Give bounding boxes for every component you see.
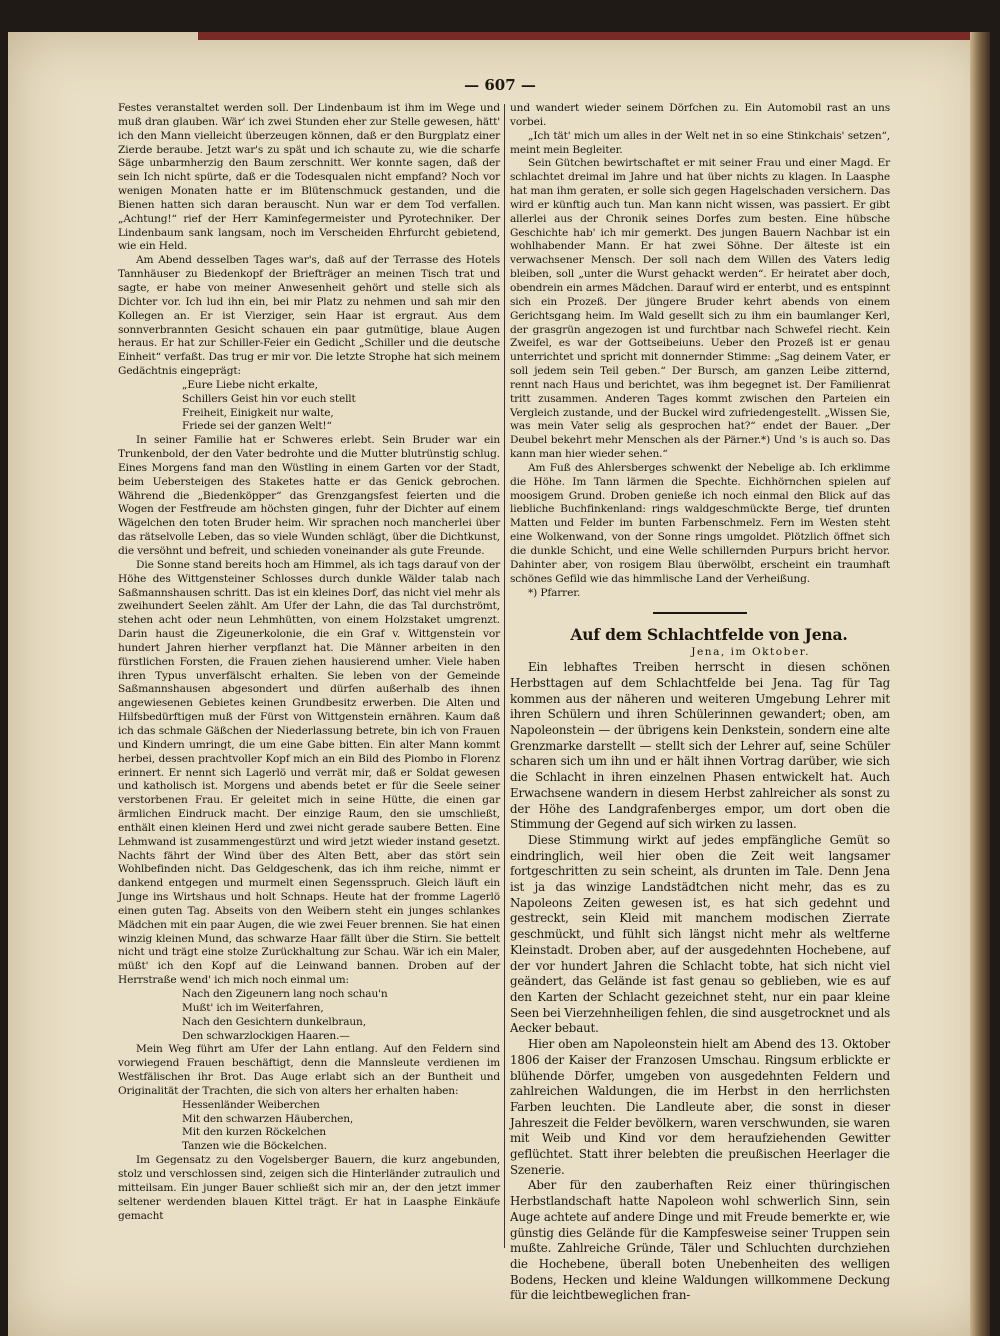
verse-line: Tanzen wie die Böckelchen. bbox=[182, 1140, 327, 1153]
page-top-strip bbox=[198, 32, 988, 40]
right-column bbox=[510, 102, 890, 1304]
newspaper-page bbox=[8, 32, 990, 1336]
paragraph: Mein Weg führt am Ufer der Lahn entlang. Auf den Feldern sind vorwiegend Frauen beschäftigt, denn die Mannsleute verdienen im Westfälischen ihr Brot. Das Auge erlabt sich an der Buntheit und Originalität der Trachten, die sich von alters her erhalten haben: bbox=[118, 1043, 500, 1097]
verse-zigeuner bbox=[182, 988, 500, 1043]
page-number: — 607 — bbox=[464, 76, 536, 94]
verse-line: Nach den Gesichtern dunkelbraun, bbox=[182, 1015, 366, 1028]
verse-schiller bbox=[182, 379, 500, 434]
verse-hessen bbox=[182, 1099, 500, 1154]
paragraph: Ein lebhaftes Treiben herrscht in diesen schönen Herbsttagen auf dem Schlachtfelde bei Jena. Tag für Tag kommen aus der näheren und weiteren Umgebung Lehrer mit ihren Schülern und ihren Schülerinnen gewandert; oben, am Napoleonstein — der übrigens kein Denkstein, sondern eine alte Grenzmarke darstellt — stellt sich der Lehrer auf, seine Schüler scharen sich um ihn und er hält ihnen Vortrag darüber, wie sich die Schlacht in ihren einzelnen Phasen entwickelt hat. Auch Erwachsene wandern in diesem Herbst zahlreicher als sonst zu der Höhe des Landgrafenberges empor, um dort oben die Stimmung der Gegend auf sich wirken zu lassen. bbox=[510, 660, 890, 832]
verse-line: Hessenländer Weiberchen bbox=[182, 1098, 320, 1111]
verse-line: Nach den Zigeunern lang noch schau'n bbox=[182, 988, 388, 1000]
paragraph: Die Sonne stand bereits hoch am Himmel, als ich tags darauf von der Höhe des Wittgensteiner Schlosses durch dunkle Wälder talab nach Saßmannshausen schritt. Das ist ein kleines Dorf, das nicht viel mehr als zweihundert Seelen zählt. Am Ufer der Lahn, die das Tal durchströmt, stehen acht oder neun Lehmhütten, von einem Holzstaket umgrenzt. Darin haust die Zigeunerkolonie, die ein Graf v. Wittgenstein vor hundert Jahren hierher verpflanzt hat. Die Männer arbeiten in den fürstlichen Forsten, die Frauen ziehen hausierend umher. Viele haben ihren Typus unverfälscht erhalten. Sie leben von der Gemeinde Saßmannshausen abgesondert und dürfen außerhalb des ihnen angewiesenen Gebietes keinen Grundbesitz erwerben. Die Alten und Hilfsbedürftigen muß der Fürst von Wittgenstein ernähren. Kaum daß ich das schmale Gäßchen der Niederlassung betrete, bin ich von Frauen und Kindern umringt, die um eine Gabe bitten. Ein alter Mann kommt herbei, dessen prachtvoller Kopf mich an ein Bild des Piombo in Florenz erinnert. Er nennt sich Lagerlö und verrät mir, daß er Soldat gewesen und katholisch ist. Morgens und abends betet er für die Seele seiner verstorbenen Frau. Er geleitet mich in seine Hütte, die einen gar ärmlichen Eindruck macht. Der einzige Raum, den sie umschließt, enthält einen kleinen Herd und zwei nicht gerade saubere Betten. Eine Lehmwand ist zusammengestürzt und wird jetzt wieder instand gesetzt. Nachts fährt der Wind über des Alten Bett, aber das stört sein Wohlbefinden nicht. Das Geldgeschenk, das ich ihm reiche, nimmt er dankend entgegen und murmelt einen Segensspruch. Gleich läuft ein Junge ins Wirtshaus und holt Schnaps. Heute hat der fromme Lagerlö einen guten Tag. Abseits von den Weibern steht ein junges schlankes Mädchen mit ein paar Augen, die wie zwei Feuer brennen. Sie hat einen winzig kleinen Mund, das schwarze Haar fällt über die Stirn. Sie bettelt nicht und trägt eine stolze Zurückhaltung zur Schau. Wär ich ein Maler, müßt' ich den Kopf auf die Leinwand bannen. Droben auf der Herrstraße wend' ich mich noch einmal um: bbox=[118, 558, 500, 987]
paragraph: Aber für den zauberhaften Reiz einer thüringischen Herbstlandschaft hatte Napoleon wohl schwerlich Sinn, sein Auge achtete auf andere Dinge und mit Freude bemerkte er, wie günstig dies Gelände für die Kampfesweise seiner Truppen sein mußte. Zahlreiche Gründe, Täler und Schluchten durchziehen die Hochebene, überall boten Unebenheiten des welligen Bodens, Hecken und kleine Waldungen willkommene Deckung für die leichtbeweglichen fran- bbox=[510, 1178, 890, 1303]
paragraph: Diese Stimmung wirkt auf jedes empfängliche Gemüt so eindringlich, weil hier oben die Zeit weit langsamer fortgeschritten zu sein scheint, als drunten im Tale. Denn Jena ist ja das winzige Landstädtchen nicht mehr, das es zu Napoleons Zeiten gewesen ist, es hat sich gedehnt und gestreckt, sein Kleid mit manchem modischen Zierrate geschmückt, und fühlt sich längst nicht mehr als weltferne Kleinstadt. Droben aber, auf der ausgedehnten Hochebene, auf der vor hundert Jahren die Schlacht tobte, hat sich nicht viel geändert, das Gelände ist fast genau so geblieben, wie es auf den Karten der Schlacht gezeichnet steht, nur ein paar kleine Seen bei Vierzehnheiligen fehlen, die sind ausgetrocknet und als Aecker bebaut. bbox=[510, 832, 890, 1036]
verse-line: Schillers Geist hin vor euch stellt bbox=[182, 392, 356, 405]
paragraph: Festes veranstaltet werden soll. Der Lindenbaum ist ihm im Wege und muß dran glauben. Wär' ich zwei Stunden eher zur Stelle gewesen, hätt' ich den Mann vielleicht überzeugen können, daß er den Burgplatz einer Zierde beraube. Jetzt war's zu spät und ich schaute zu, wie die scharfe Säge unbarmherzig den Baum zerschnitt. Wer konnte sagen, daß der sein Ich nicht spürte, daß er die Todesqualen nicht empfand? Noch vor wenigen Monaten hatte er im Blütenschmuck gestanden, und die Bienen hatten sich daran berauscht. Nun war er dem Tod verfallen. „Achtung!“ rief der Herr Kaminfegermeister und Pyrotechniker. Der Lindenbaum sank langsam, noch im Verscheiden Ehrfurcht gebietend, wie ein Held. bbox=[118, 102, 500, 253]
paragraph: Hier oben am Napoleonstein hielt am Abend des 13. Oktober 1806 der Kaiser der Franzosen Umschau. Ringsum erblickte er blühende Dörfer, umgeben von ausgedehnten Feldern und zahlreichen Waldungen, die im Herbst in den herrlichsten Farben leuchten. Die Landleute aber, die sonst in dieser Jahreszeit die Felder bevölkern, waren verschwunden, sie waren mit Weib und Kind vor dem heraufziehenden Gewitter geflüchtet. Statt ihrer belebten die preußischen Heerlager die Szenerie. bbox=[510, 1037, 890, 1177]
paragraph: In seiner Familie hat er Schweres erlebt. Sein Bruder war ein Trunkenbold, der den Vater bedrohte und die Mutter blutrünstig schlug. Eines Morgens fand man den Wüstling in einem Garten vor der Stadt, beim Uebersteigen des Staketes hatte er das Genick gebrochen. Während die „Biedenköpper“ das Grenzgangsfest feierten und die Wogen der Festfreude am höchsten gingen, fuhr der Dichter auf einem Wägelchen den toten Bruder heim. Wir sprachen noch mancherlei über das rätselvolle Leben, das so viele Wunden schlägt, über die Dichtkunst, die versöhnt und befreit, und schieden voneinander als gute Freunde. bbox=[118, 434, 500, 557]
verse-line: „Eure Liebe nicht erkalte, bbox=[182, 378, 318, 391]
left-column bbox=[118, 102, 500, 1223]
verse-line: Mit den kurzen Röckelchen bbox=[182, 1126, 326, 1139]
footnote: *) Pfarrer. bbox=[528, 586, 581, 599]
paragraph: und wandert wieder seinem Dörfchen zu. Ein Automobil rast an uns vorbei. bbox=[510, 102, 890, 128]
verse-line: Friede sei der ganzen Welt!“ bbox=[182, 420, 332, 433]
article-headline: Auf dem Schlachtfelde von Jena. bbox=[570, 625, 848, 645]
paragraph: Im Gegensatz zu den Vogelsberger Bauern, die kurz angebunden, stolz und verschlossen sind, zeigen sich die Hinterländer zutraulich und mitteilsam. Ein junger Bauer schließt sich mir an, der den jetzt immer seltener werdenden blauen Kittel trägt. Er hat in Laasphe Einkäufe gemacht bbox=[118, 1154, 500, 1222]
paragraph: Am Fuß des Ahlersberges schwenkt der Nebelige ab. Ich erklimme die Höhe. Im Tann lärmen die Spechte. Eichhörnchen spielen auf moosigem Grund. Droben genieße ich noch einmal den Blick auf das liebliche Buchfinkenland: rings waldgeschmückte Berge, tief drunten Matten und Felder im bunten Farbenschmelz. Fern im Westen steht eine Wolkenwand, von der Sonne rings umgoldet. Plötzlich öffnet sich die dunkle Schicht, und eine Welle schillernden Purpurs bricht hervor. Dahinter aber, von rosigem Blau überwölbt, erscheint ein traumhaft schönes Gefild wie das himmlische Land der Verheißung. bbox=[510, 461, 890, 585]
verse-line: Mit den schwarzen Häuberchen, bbox=[182, 1112, 354, 1125]
verse-line: Mußt' ich im Weiterfahren, bbox=[182, 1001, 324, 1014]
paragraph: Sein Gütchen bewirtschaftet er mit seiner Frau und einer Magd. Er schlachtet dreimal im Jahre und hat über nichts zu klagen. In Laasphe hat man ihm geraten, er solle sich gegen Hagelschaden versichern. Das wird er künftig auch tun. Man kann nicht wissen, was passiert. Er gibt allerlei aus der Chronik seines Dorfes zum besten. Eine hübsche Geschichte hab' ich mir gemerkt. Des jungen Bauern Nachbar ist ein wohlhabender Mann. Er hat zwei Söhne. Der älteste ist ein verwachsener Mensch. Der soll nach dem Willen des Vaters ledig bleiben, soll „unter die Wurst gehackt werden“. Er heiratet aber doch, obendrein ein armes Mädchen. Darauf wird er enterbt, und es entspinnt sich ein Prozeß. Der jüngere Bruder kehrt abends von einem Gerichtsgang heim. Im Wald gesellt sich zu ihm ein baumlanger Kerl, der grasgrün angezogen ist und furchtbar nach Schwefel riecht. Kein Zweifel, es war der Gottseibeiuns. Ueber den Prozeß ist er genau unterrichtet und spricht mit donnernder Stimme: „Sag deinem Vater, er soll jedem sein Teil geben.“ Der Bursch, am ganzen Leibe zitternd, rennt nach Haus und berichtet, was ihm begegnet ist. Der Familienrat tritt zusammen. Anderen Tages kommt zwischen den Parteien ein Vergleich zustande, und der Buckel wird zufriedengestellt. „Wissen Sie, was mein Vater selig als gesprochen hat?“ endet der Bauer. „Der Deubel bekehrt mehr Menschen als der Pärner.*) Und 's is auch so. Das kann man hier wieder sehen.“ bbox=[510, 157, 890, 461]
paragraph: Am Abend desselben Tages war's, daß auf der Terrasse des Hotels Tannhäuser zu Biedenkopf der Briefträger an meinen Tisch trat und sagte, er habe von meiner Anwesenheit gehört und stelle sich als Dichter vor. Ich lud ihn ein, bei mir Platz zu nehmen und sah mir den Kollegen an. Er ist Vierziger, sein Haar ist ergraut. Aus dem sonnverbrannten Gesicht schauen ein paar gutmütige, blaue Augen heraus. Er hat zur Schiller-Feier ein Gedicht „Schiller und die deutsche Einheit“ verfaßt. Das trug er mir vor. Die letzte Strophe hat sich meinem Gedächtnis eingeprägt: bbox=[118, 254, 500, 378]
article-dateline: Jena, im Oktober. bbox=[691, 646, 810, 659]
column-rule bbox=[504, 104, 505, 1248]
paragraph: „Ich tät' mich um alles in der Welt net in so eine Stinkchais' setzen“, meint mein Begleiter. bbox=[510, 129, 890, 156]
article-divider bbox=[653, 612, 747, 614]
verse-line: Den schwarzlockigen Haaren.— bbox=[182, 1029, 350, 1042]
verse-line: Freiheit, Einigkeit nur walte, bbox=[182, 406, 334, 419]
article-body bbox=[510, 660, 890, 1304]
book-binding bbox=[970, 32, 990, 1336]
